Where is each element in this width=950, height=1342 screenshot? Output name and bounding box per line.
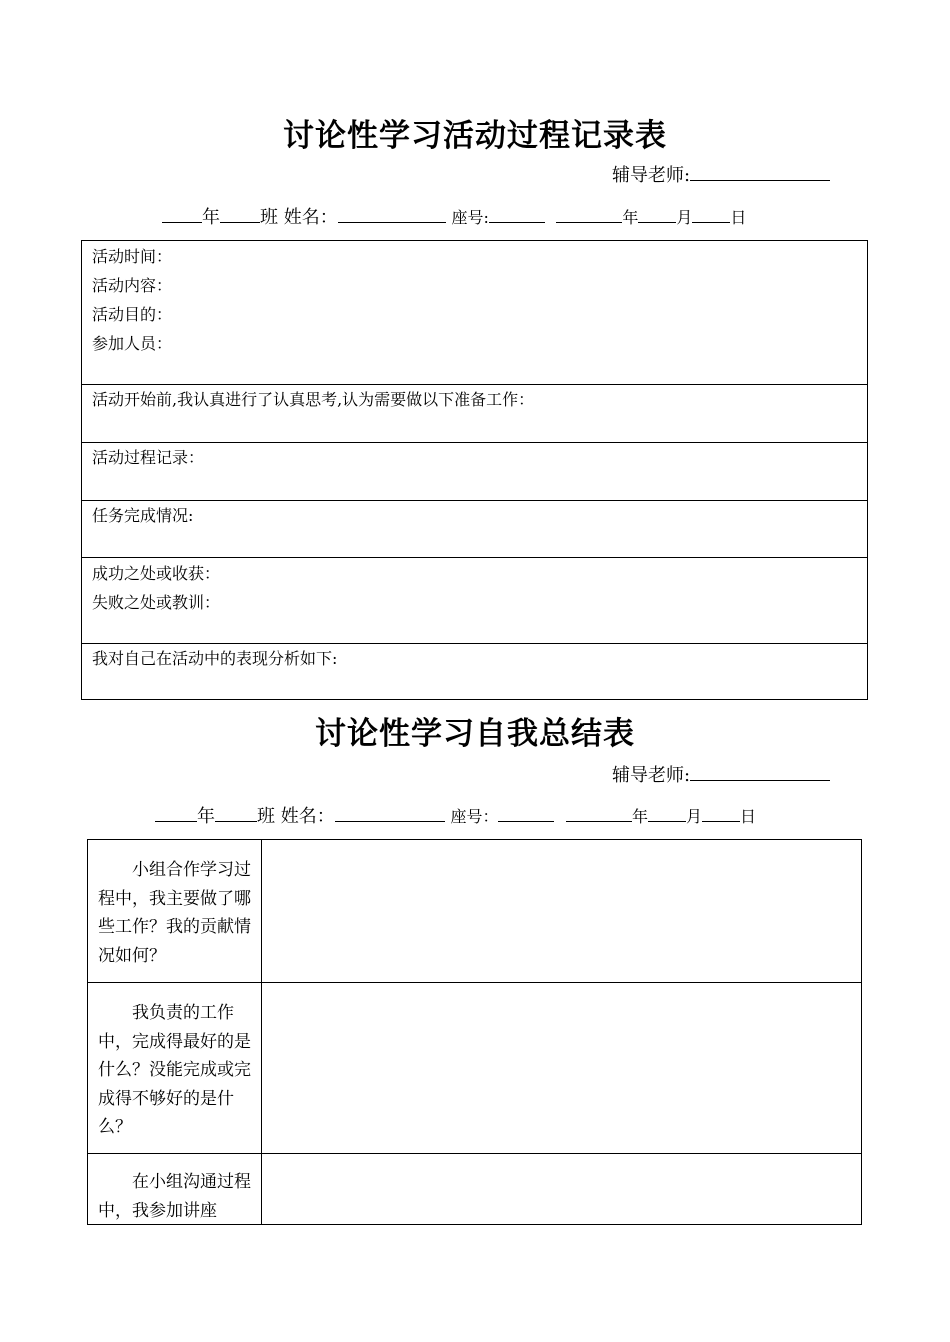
table-row[interactable] (82, 558, 867, 644)
process-record-label: 活动过程记录： (92, 448, 205, 467)
form1-grade-label: 年 (202, 207, 220, 228)
form2-month-label: 月 (685, 807, 702, 826)
form1-day-label: 日 (730, 208, 747, 227)
form2-year-label: 年 (631, 807, 648, 826)
question-contribution: 小组合作学习过程中，我主要做了哪些工作？我的贡献情况如何？ (98, 860, 251, 966)
form2-class-name-label: 班 姓名： (257, 806, 335, 827)
table-row[interactable] (82, 385, 867, 443)
table-row[interactable] (82, 443, 867, 501)
form2-day-blank[interactable] (702, 801, 740, 822)
table-row[interactable] (82, 241, 867, 385)
form2-year-blank[interactable] (566, 801, 632, 822)
failure-label: 失败之处或教训： (92, 593, 221, 612)
question-best-work: 我负责的工作中，完成得最好的是什么？没能完成或完成得不够好的是什么？ (98, 1003, 251, 1137)
form2-seat-blank[interactable] (498, 801, 554, 822)
table-row[interactable] (88, 840, 861, 983)
participants-label: 参加人员： (92, 334, 173, 353)
form1-title: 讨论性学习活动过程记录表 (283, 118, 667, 154)
form1-teacher-line (612, 160, 830, 187)
activity-purpose-label: 活动目的： (92, 305, 173, 324)
form2-day-label: 日 (739, 807, 756, 826)
form1-name-blank[interactable] (338, 202, 446, 223)
form2-info-line (155, 801, 756, 828)
activity-record-table (81, 240, 868, 700)
form2-seat-label: 座号： (450, 807, 499, 826)
form1-class-blank[interactable] (220, 202, 260, 223)
form2-grade-blank[interactable] (155, 801, 197, 822)
form1-seat-blank[interactable] (489, 202, 545, 223)
table-row[interactable] (82, 501, 867, 558)
table-row[interactable] (88, 983, 861, 1154)
form1-seat-label: 座号: (451, 208, 489, 227)
task-completion-label: 任务完成情况: (92, 506, 194, 525)
form2-teacher-blank[interactable] (690, 760, 830, 781)
form1-month-label: 月 (676, 208, 693, 227)
table-row[interactable] (82, 644, 867, 700)
form2-name-blank[interactable] (335, 801, 445, 822)
preparation-label: 活动开始前,我认真进行了认真思考,认为需要做以下准备工作： (92, 390, 535, 409)
form1-grade-blank[interactable] (162, 202, 202, 223)
table-row[interactable] (88, 1154, 861, 1225)
question-communication: 在小组沟通过程中，我参加讲座 (98, 1172, 251, 1221)
form1-teacher-blank[interactable] (690, 160, 830, 181)
form1-class-name-label: 班 姓名： (260, 207, 338, 228)
form2-class-blank[interactable] (215, 801, 257, 822)
activity-time-label: 活动时间： (92, 247, 173, 266)
activity-content-label: 活动内容： (92, 276, 173, 295)
form1-info-line (162, 202, 746, 229)
form1-teacher-label: 辅导老师: (612, 165, 691, 186)
form2-month-blank[interactable] (648, 801, 686, 822)
form1-year-blank[interactable] (556, 202, 622, 223)
form2-title: 讨论性学习自我总结表 (315, 716, 635, 752)
form1-year-label: 年 (622, 208, 639, 227)
self-summary-table (87, 839, 862, 1225)
success-label: 成功之处或收获： (92, 564, 221, 583)
form2-teacher-label: 辅导老师: (612, 765, 691, 786)
form1-month-blank[interactable] (638, 202, 676, 223)
form2-teacher-line (612, 760, 830, 787)
form2-grade-label: 年 (197, 806, 215, 827)
self-analysis-label: 我对自己在活动中的表现分析如下: (92, 649, 338, 668)
form1-day-blank[interactable] (692, 202, 730, 223)
